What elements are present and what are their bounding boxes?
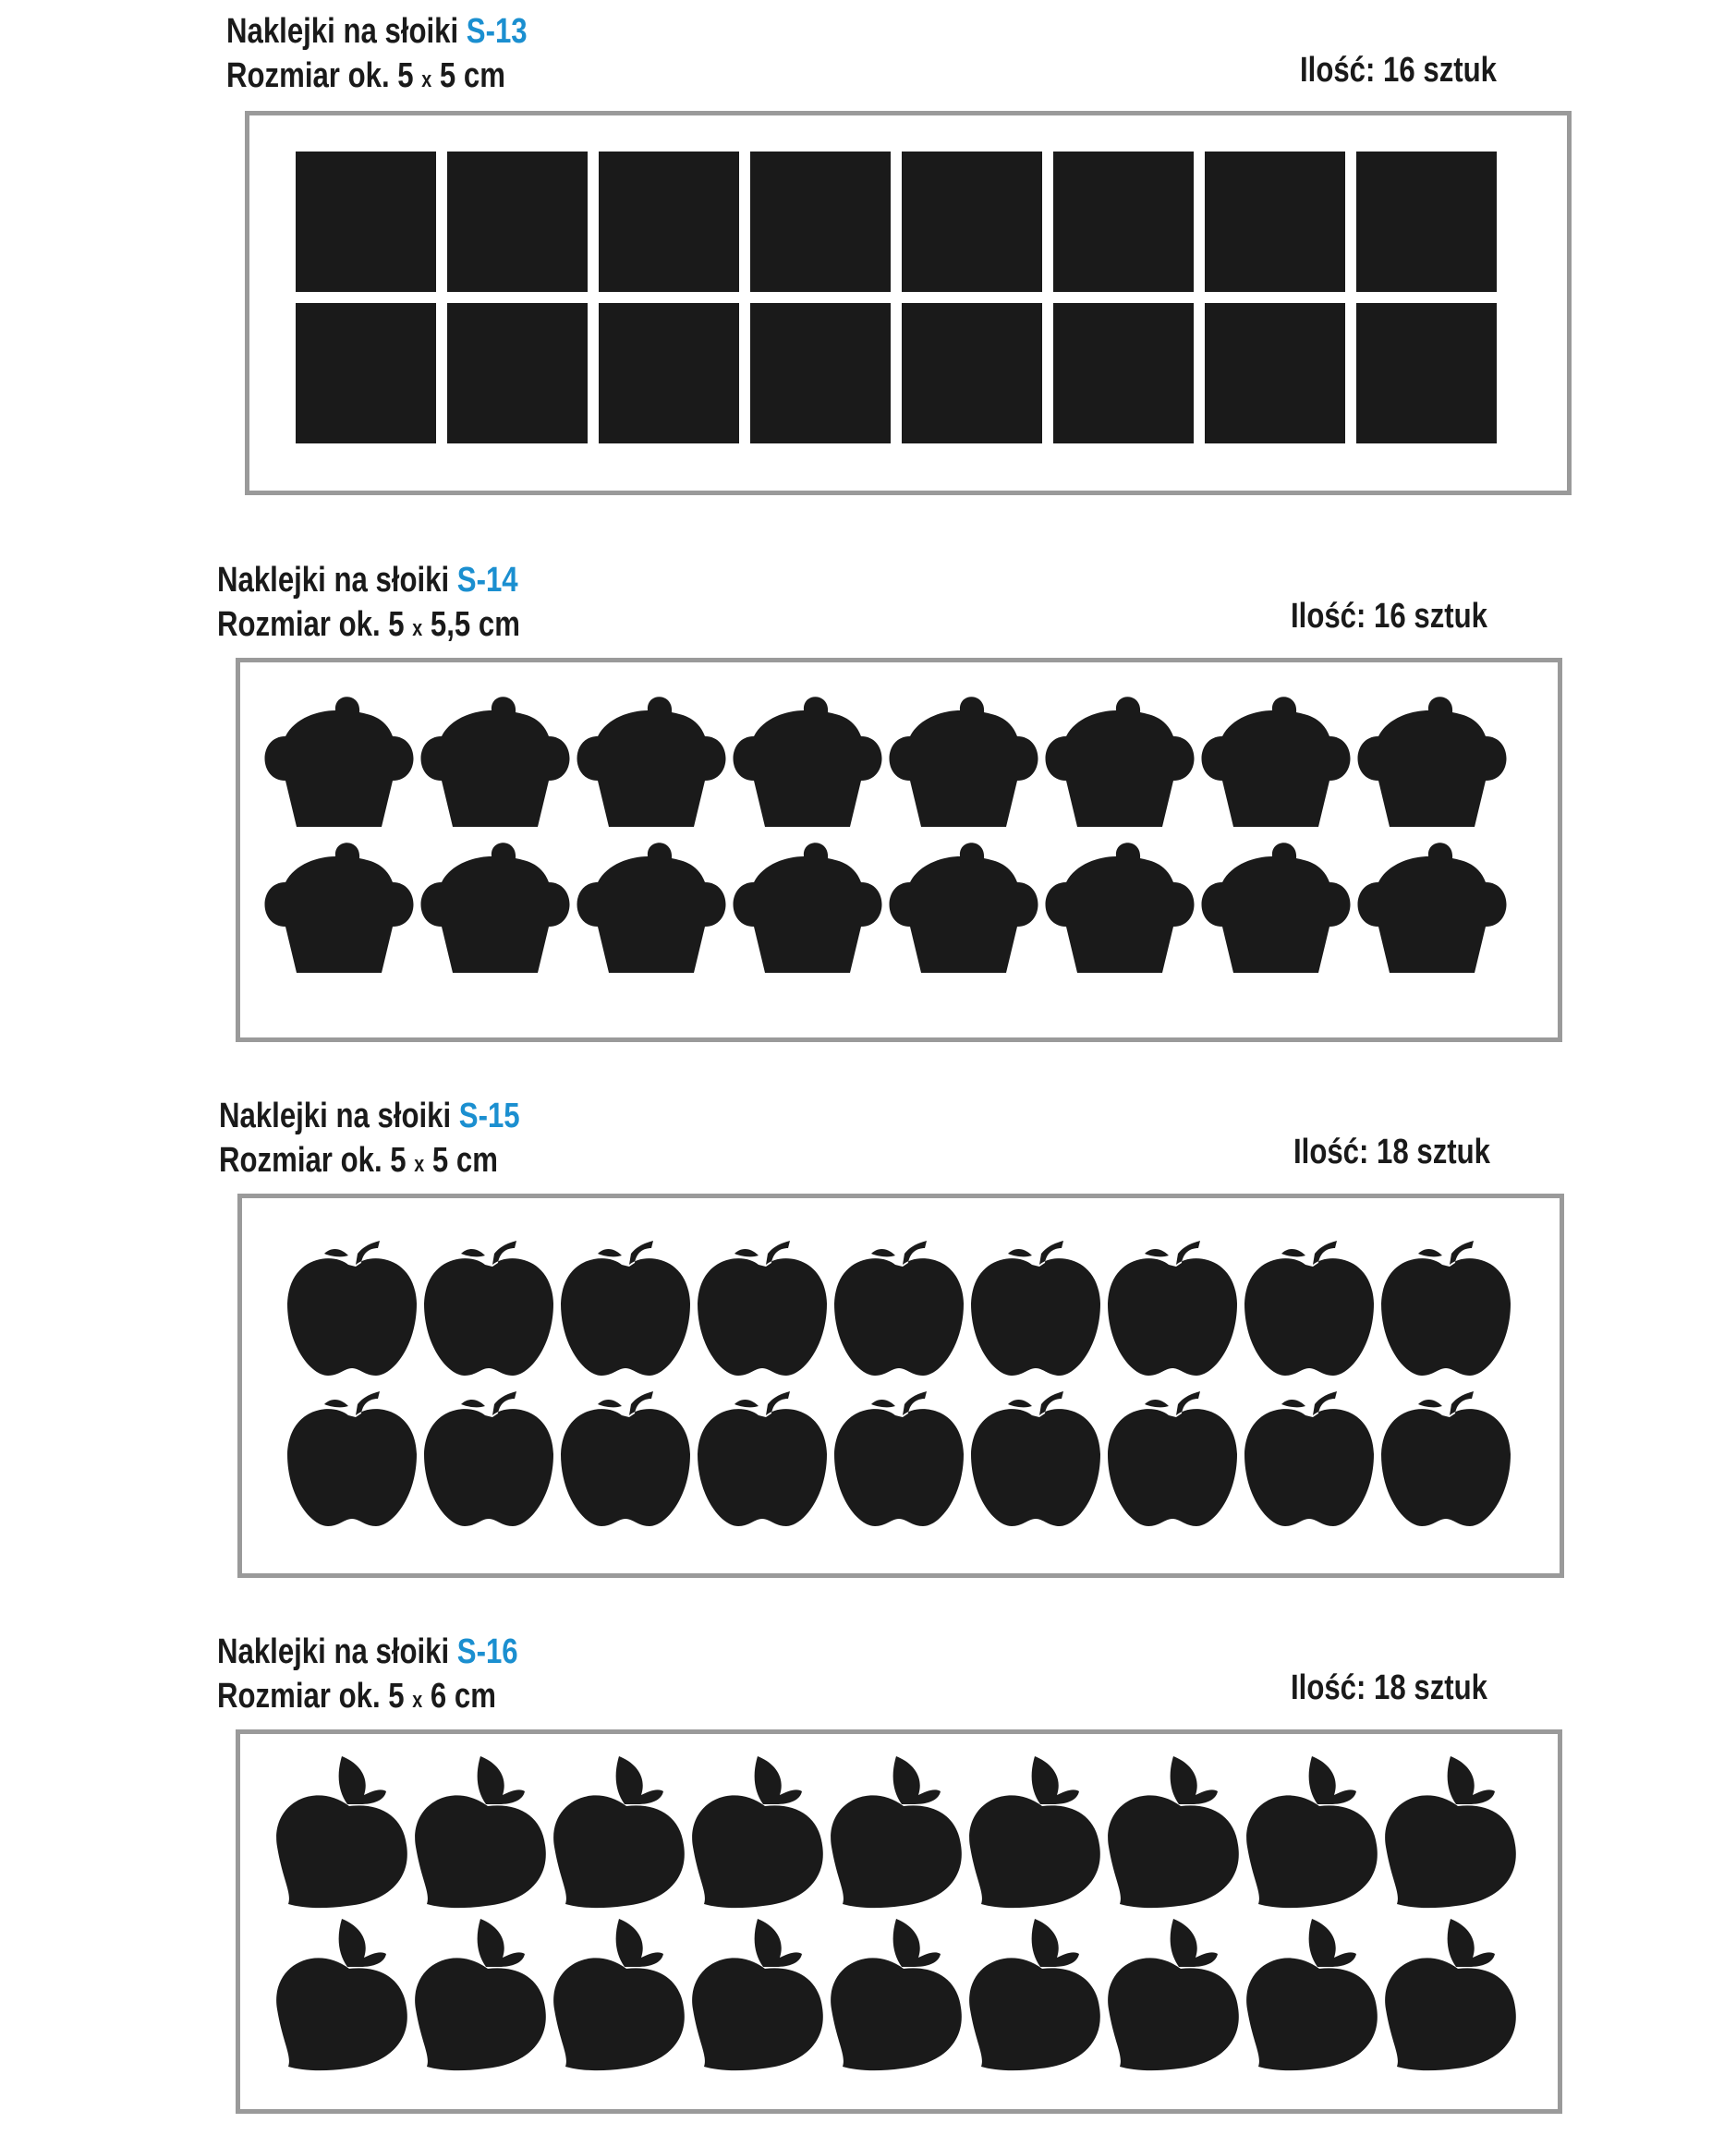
apple-sticker <box>834 1391 964 1526</box>
size-label <box>219 1140 498 1185</box>
square-sticker <box>296 152 436 292</box>
square-sticker <box>902 152 1042 292</box>
peach-sticker <box>831 1919 962 2070</box>
size-width: 5 <box>388 605 405 644</box>
apple-sticker <box>1244 1391 1374 1526</box>
quantity-label: Ilość: 18 sztuk <box>1293 1133 1491 1171</box>
peach-sticker <box>1246 1919 1378 2070</box>
section-title <box>217 1632 518 1672</box>
size-width: 5 <box>397 56 414 95</box>
apple-sticker <box>561 1391 690 1526</box>
size-times: x <box>412 1688 423 1713</box>
apple-sticker <box>834 1241 964 1376</box>
title-prefix: Naklejki na słoiki <box>217 1632 450 1671</box>
size-prefix: Rozmiar ok. <box>217 605 381 644</box>
peach-sticker <box>1108 1919 1239 2070</box>
apple-sticker <box>561 1241 690 1376</box>
product-code: S-15 <box>458 1097 520 1135</box>
apple-sticker <box>698 1241 827 1376</box>
sticker-grid <box>249 115 1567 491</box>
cupcake-sticker <box>1046 697 1195 827</box>
quantity-label: Ilość: 16 sztuk <box>1300 51 1498 90</box>
quantity-label: Ilość: 16 sztuk <box>1291 597 1488 636</box>
size-times: x <box>414 1152 425 1177</box>
quantity-label: Ilość: 18 sztuk <box>1291 1668 1488 1707</box>
section-title <box>217 560 518 600</box>
sticker-sheet <box>245 111 1572 495</box>
square-sticker <box>1356 303 1497 443</box>
title-prefix: Naklejki na słoiki <box>219 1097 452 1135</box>
square-sticker <box>1053 152 1194 292</box>
apple-sticker <box>287 1391 417 1526</box>
apple-sticker <box>971 1391 1100 1526</box>
apple-sticker <box>424 1391 553 1526</box>
cupcake-sticker <box>734 697 882 827</box>
size-prefix: Rozmiar ok. <box>226 56 390 95</box>
cupcake-sticker <box>1202 843 1351 973</box>
size-width: 5 <box>388 1677 405 1716</box>
size-times: x <box>412 616 423 641</box>
sticker-sheet <box>236 658 1562 1042</box>
peach-sticker <box>1108 1756 1239 1908</box>
sticker-grid <box>240 662 1558 1037</box>
peach-sticker <box>831 1756 962 1908</box>
cupcake-sticker <box>421 697 570 827</box>
cupcake-sticker <box>1358 843 1507 973</box>
apple-sticker <box>1244 1241 1374 1376</box>
square-sticker <box>599 152 739 292</box>
title-prefix: Naklejki na słoiki <box>217 561 450 600</box>
section-title <box>219 1096 520 1136</box>
size-times: x <box>421 67 432 92</box>
cupcake-sticker <box>734 843 882 973</box>
size-prefix: Rozmiar ok. <box>219 1141 382 1180</box>
peach-sticker <box>1385 1919 1516 2070</box>
product-code: S-13 <box>466 12 528 51</box>
cupcake-sticker <box>890 843 1038 973</box>
peach-sticker <box>415 1919 546 2070</box>
apple-sticker <box>287 1241 417 1376</box>
apple-sticker <box>971 1241 1100 1376</box>
cupcake-sticker <box>890 697 1038 827</box>
peach-sticker <box>692 1756 823 1908</box>
peach-sticker <box>276 1756 407 1908</box>
size-height: 5 cm <box>431 1141 498 1180</box>
square-sticker <box>1356 152 1497 292</box>
product-code: S-16 <box>456 1632 518 1671</box>
peach-sticker <box>969 1919 1100 2070</box>
cupcake-sticker <box>265 843 414 973</box>
cupcake-sticker <box>577 843 726 973</box>
cupcake-sticker <box>421 843 570 973</box>
square-sticker <box>750 303 891 443</box>
peach-sticker <box>969 1756 1100 1908</box>
peach-sticker <box>692 1919 823 2070</box>
square-sticker <box>1205 152 1345 292</box>
size-height: 6 cm <box>430 1677 496 1716</box>
sticker-grid <box>240 1734 1558 2109</box>
square-sticker <box>902 303 1042 443</box>
sticker-sheet <box>237 1194 1564 1578</box>
title-prefix: Naklejki na słoiki <box>226 12 459 51</box>
apple-sticker <box>1381 1391 1511 1526</box>
peach-sticker <box>1246 1756 1378 1908</box>
size-height: 5 cm <box>439 56 505 95</box>
cupcake-sticker <box>577 697 726 827</box>
apple-sticker <box>424 1241 553 1376</box>
size-label <box>226 55 505 101</box>
square-sticker <box>447 152 588 292</box>
apple-sticker <box>1108 1241 1237 1376</box>
apple-sticker <box>1108 1391 1237 1526</box>
square-sticker <box>1053 303 1194 443</box>
sticker-grid <box>242 1198 1560 1573</box>
peach-sticker <box>553 1756 685 1908</box>
section-title <box>226 11 528 52</box>
cupcake-sticker <box>1046 843 1195 973</box>
square-sticker <box>296 303 436 443</box>
size-label <box>217 1676 496 1721</box>
square-sticker <box>599 303 739 443</box>
product-code: S-14 <box>456 561 518 600</box>
peach-sticker <box>415 1756 546 1908</box>
apple-sticker <box>1381 1241 1511 1376</box>
square-sticker <box>750 152 891 292</box>
square-sticker <box>447 303 588 443</box>
apple-sticker <box>698 1391 827 1526</box>
size-height: 5,5 cm <box>430 605 520 644</box>
sticker-sheet <box>236 1729 1562 2114</box>
size-label <box>217 604 520 649</box>
square-sticker <box>1205 303 1345 443</box>
cupcake-sticker <box>1358 697 1507 827</box>
size-prefix: Rozmiar ok. <box>217 1677 381 1716</box>
peach-sticker <box>553 1919 685 2070</box>
cupcake-sticker <box>265 697 414 827</box>
size-width: 5 <box>390 1141 407 1180</box>
peach-sticker <box>276 1919 407 2070</box>
peach-sticker <box>1385 1756 1516 1908</box>
cupcake-sticker <box>1202 697 1351 827</box>
